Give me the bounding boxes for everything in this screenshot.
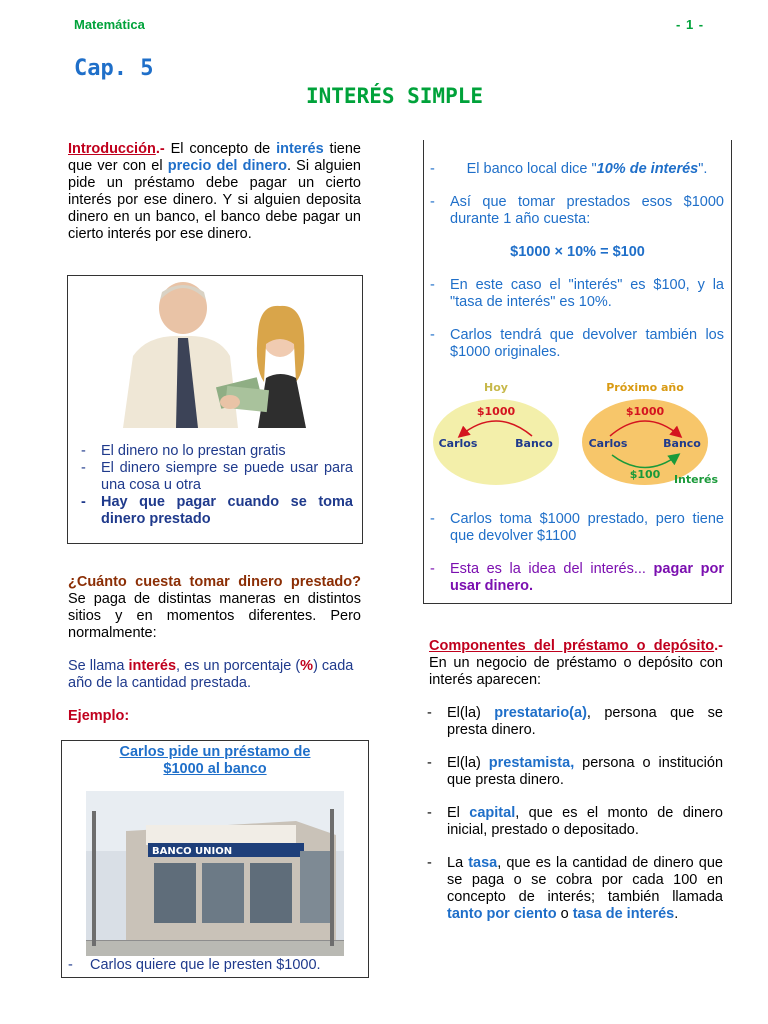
explanation-box bbox=[423, 140, 732, 604]
definition-text-2: , es un porcentaje ( bbox=[176, 658, 301, 674]
component-item-post: persona o institución que presta dinero. bbox=[447, 755, 724, 788]
people-money-photo bbox=[108, 278, 328, 428]
intro-term-interes: interés bbox=[276, 141, 324, 157]
diagram-person-next: Carlos bbox=[588, 437, 628, 450]
example-caption-text: Carlos quiere que le presten $1000. bbox=[90, 957, 321, 973]
photo-box-item-2 bbox=[79, 460, 353, 494]
intro-text-2: tiene que ver con el bbox=[68, 141, 361, 174]
component-item-pre: El(la) bbox=[447, 705, 481, 721]
component-item-pre: El(la) bbox=[447, 755, 481, 771]
photo-box-item-1 bbox=[79, 443, 353, 460]
interest-formula: $1000 × 10% = $100 bbox=[510, 244, 645, 260]
component-item-pre: El bbox=[447, 805, 460, 821]
component-item-term-2: tanto por ciento bbox=[447, 906, 557, 922]
component-item-term: capital bbox=[469, 805, 516, 821]
component-item bbox=[425, 705, 723, 739]
photo-box-item-2-text: El dinero siempre se puede usar para una cosa u otra bbox=[101, 460, 353, 493]
page-number: - 1 - bbox=[676, 17, 705, 32]
diagram-today-label: Hoy bbox=[484, 381, 508, 394]
diagram-bank-today: Banco bbox=[515, 437, 553, 450]
component-item-end: . bbox=[674, 906, 679, 922]
component-item-post: , que es el monto de dinero inicial, prestado o depositado. bbox=[447, 805, 723, 838]
definition-term: interés bbox=[128, 658, 177, 674]
intro-heading: Introducción bbox=[68, 141, 156, 157]
component-item bbox=[425, 855, 723, 923]
definition-text-1: Se llama bbox=[68, 658, 125, 674]
photo-box-item-1-text: El dinero no lo prestan gratis bbox=[101, 443, 286, 459]
explain-bullet-5-text: Carlos toma $1000 prestado, pero tiene que devolver $1100 bbox=[450, 511, 724, 544]
component-item-term-3: tasa de interés bbox=[572, 906, 675, 922]
bank-building-photo bbox=[86, 791, 344, 956]
photo-box-highlight: Hay que pagar cuando se toma dinero prestado bbox=[101, 494, 353, 527]
components-list bbox=[425, 705, 723, 923]
page-title: INTERÉS SIMPLE bbox=[306, 84, 484, 108]
definition-text-3: ) cada año de la cantidad prestada. bbox=[68, 658, 354, 691]
component-item-term: prestatario(a) bbox=[494, 705, 587, 721]
explain-bullet-3 bbox=[428, 277, 724, 311]
diagram-bank-next: Banco bbox=[663, 437, 701, 450]
component-item-pre: La bbox=[447, 855, 464, 871]
explain-bullet-6 bbox=[428, 561, 724, 595]
diagram-interest-label: Interés bbox=[673, 473, 719, 486]
component-item-post: , persona que se presta dinero. bbox=[447, 705, 723, 738]
cost-question: ¿Cuánto cuesta tomar dinero prestado? bbox=[68, 574, 361, 590]
diagram-interest-amount: $100 bbox=[629, 468, 661, 481]
explain-bullet-6-bold: pagar por usar dinero. bbox=[450, 561, 724, 594]
example-label: Ejemplo: bbox=[68, 708, 130, 724]
explain-bullet-1 bbox=[428, 161, 724, 178]
diagram-person-today: Carlos bbox=[438, 437, 478, 450]
component-item-post: , que es la cantidad de dinero que se paga o se cobra por cada 100 en concepto de interés; también llamada bbox=[447, 855, 723, 905]
bank-sign: BANCO UNION bbox=[152, 846, 233, 857]
diagram-amount-next: $1000 bbox=[625, 405, 665, 418]
component-item bbox=[425, 805, 723, 839]
cost-text: Se paga de distintas maneras en distintos sitios y en momentos diferentes. Pero normalmente: bbox=[68, 591, 361, 641]
example-caption bbox=[66, 957, 364, 974]
example-box-title: Carlos pide un préstamo de $1000 al banco bbox=[119, 744, 311, 777]
component-item-term: prestamista, bbox=[488, 755, 575, 771]
explain-bullet-1-pre: El banco local dice " bbox=[466, 161, 597, 177]
definition-percent: % bbox=[300, 658, 314, 674]
photo-box-item-3 bbox=[79, 494, 353, 528]
components-heading-suffix: .- bbox=[714, 638, 723, 654]
explain-bullet-4 bbox=[428, 327, 724, 361]
component-item-mid: o bbox=[556, 906, 569, 922]
interest-diagram bbox=[424, 378, 731, 490]
intro-text-3: . Si alguien pide un préstamo debe pagar un cierto interés por ese dinero. Y si alguien deposita dinero en un banco, el banco debe pagar un cierto interés por ese dinero. bbox=[68, 158, 362, 242]
explain-bullet-5 bbox=[428, 511, 724, 545]
header-subject: Matemática bbox=[74, 17, 145, 32]
example-box bbox=[61, 740, 369, 978]
component-item-term: tasa bbox=[468, 855, 498, 871]
interest-definition bbox=[68, 658, 361, 692]
intro-term-precio: precio del dinero bbox=[167, 158, 287, 174]
components-intro-text: En un negocio de préstamo o depósito con interés aparecen: bbox=[429, 655, 723, 688]
diagram-next-label: Próximo año bbox=[606, 381, 684, 394]
intro-text-1: El concepto de bbox=[170, 141, 271, 157]
chapter-label: Cap. 5 bbox=[74, 56, 154, 81]
explain-bullet-2 bbox=[428, 194, 724, 228]
components-heading: Componentes del préstamo o depósito bbox=[429, 638, 715, 654]
intro-heading-suffix: .- bbox=[155, 141, 165, 157]
diagram-amount-today: $1000 bbox=[476, 405, 516, 418]
cost-paragraph bbox=[68, 574, 361, 642]
component-item bbox=[425, 755, 723, 789]
intro-paragraph bbox=[68, 141, 361, 243]
photo-box bbox=[67, 275, 363, 544]
explain-bullet-2-text: Así que tomar prestados esos $1000 durante 1 año cuesta: bbox=[450, 194, 724, 227]
explain-bullet-1-post: ". bbox=[698, 161, 708, 177]
explain-bullet-4-text: Carlos tendrá que devolver también los $1000 originales. bbox=[450, 327, 724, 360]
explain-bullet-3-text: En este caso el "interés" es $100, y la "tasa de interés" es 10%. bbox=[450, 277, 724, 310]
components-intro bbox=[429, 638, 723, 689]
explain-bullet-1-em: 10% de interés bbox=[596, 161, 699, 177]
explain-bullet-6-pre: Esta es la idea del interés... bbox=[450, 561, 646, 577]
